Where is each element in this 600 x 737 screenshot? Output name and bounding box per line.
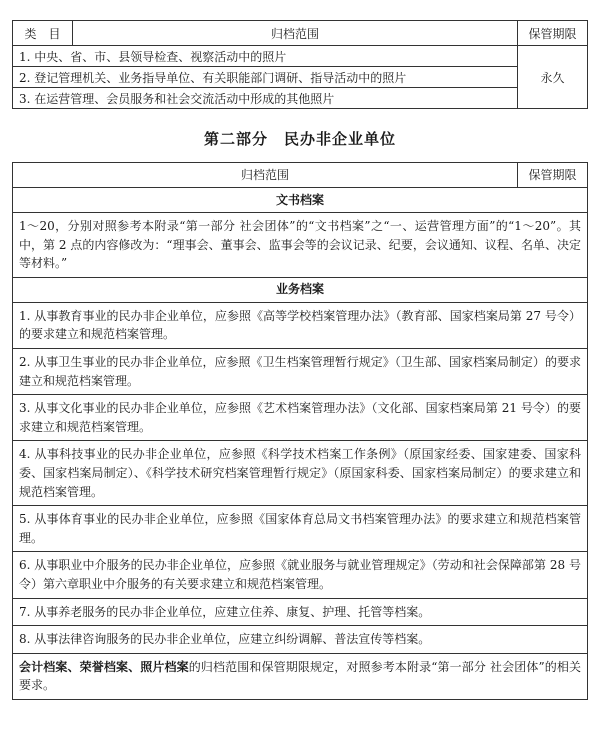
business-item-7: 7. 从事养老服务的民办非企业单位，应建立住养、康复、护理、托管等档案。 — [13, 598, 588, 626]
table-row — [13, 88, 588, 109]
table-header-row — [13, 21, 588, 46]
photo-item-1: 1. 中央、省、市、县领导检查、视察活动中的照片 — [13, 46, 518, 67]
business-item-1: 1. 从事教育事业的民办非企业单位，应参照《高等学校档案管理办法》（教育部、国家档案局第 27 号令）的要求建立和规范档案管理。 — [13, 302, 588, 348]
footer-bold: 会计档案、荣誉档案、照片档案 — [19, 659, 189, 674]
business-heading-row — [13, 277, 588, 302]
header-period: 保管期限 — [518, 163, 588, 188]
documents-text-row — [13, 213, 588, 278]
table-row — [13, 441, 588, 506]
table-row — [13, 598, 588, 626]
footer-note — [13, 653, 588, 699]
header-category: 类 目 — [13, 21, 73, 46]
table-row — [13, 46, 588, 67]
business-heading: 业务档案 — [13, 277, 588, 302]
photo-item-3: 3. 在运营管理、会员服务和社会交流活动中形成的其他照片 — [13, 88, 518, 109]
table-row — [13, 506, 588, 552]
table-row — [13, 626, 588, 654]
table-row — [13, 552, 588, 598]
documents-heading: 文书档案 — [13, 188, 588, 213]
business-item-4: 4. 从事科技事业的民办非企业单位，应参照《科学技术档案工作条例》（原国家经委、国家建委、国家科委、国家档案局制定）、《科学技术研究档案管理暂行规定》（原国家科委、国家档案局制定）的要求建立和规范档案管理。 — [13, 441, 588, 506]
footer-rest: 的归档范围和保管期限规定，对照参考本附录“第一部分 社会团体”的相关要求。 — [19, 659, 581, 693]
table-header-row — [13, 163, 588, 188]
business-item-6: 6. 从事职业中介服务的民办非企业单位，应参照《就业服务与就业管理规定》（劳动和社会保障部第 28 号令）第六章职业中介服务的有关要求建立和规范档案管理。 — [13, 552, 588, 598]
header-period: 保管期限 — [518, 21, 588, 46]
documents-text: 1～20，分别对照参考本附录“第一部分 社会团体”的“文书档案”之“一、运营管理方面”的“1～20”。其中，第 2 点的内容修改为：“理事会、董事会、监事会等的会议记录、纪要，会议通知、议程、名单、决定等材料。” — [13, 213, 588, 278]
table-row — [13, 67, 588, 88]
documents-heading-row — [13, 188, 588, 213]
photo-archive-table — [12, 20, 588, 109]
table-row — [13, 395, 588, 441]
header-scope: 归档范围 — [13, 163, 518, 188]
retention-period: 永久 — [518, 46, 588, 109]
business-item-2: 2. 从事卫生事业的民办非企业单位，应参照《卫生档案管理暂行规定》（卫生部、国家档案局制定）的要求建立和规范档案管理。 — [13, 348, 588, 394]
table-row — [13, 302, 588, 348]
photo-item-2: 2. 登记管理机关、业务指导单位、有关职能部门调研、指导活动中的照片 — [13, 67, 518, 88]
business-item-5: 5. 从事体育事业的民办非企业单位，应参照《国家体育总局文书档案管理办法》的要求建立和规范档案管理。 — [13, 506, 588, 552]
business-item-3: 3. 从事文化事业的民办非企业单位，应参照《艺术档案管理办法》（文化部、国家档案局第 21 号令）的要求建立和规范档案管理。 — [13, 395, 588, 441]
table-row — [13, 348, 588, 394]
non-enterprise-archive-table — [12, 162, 588, 700]
business-item-8: 8. 从事法律咨询服务的民办非企业单位，应建立纠纷调解、普法宣传等档案。 — [13, 626, 588, 654]
section-title: 第二部分 民办非企业单位 — [203, 130, 396, 148]
header-scope: 归档范围 — [72, 21, 517, 46]
footer-row — [13, 653, 588, 699]
